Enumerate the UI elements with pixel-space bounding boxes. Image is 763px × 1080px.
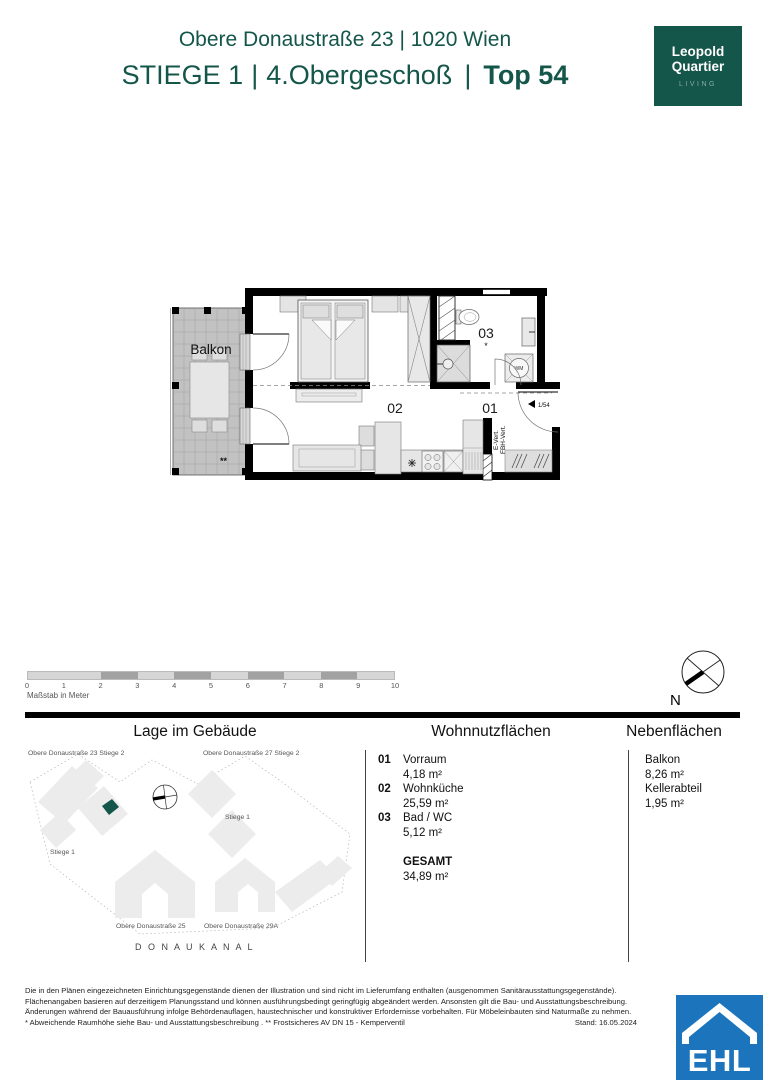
total-label: GESAMT [403, 856, 453, 868]
dresser [296, 389, 362, 402]
separator: | [251, 60, 259, 90]
floorplan-drawing [160, 282, 580, 497]
secondary-areas-title: Nebenflächen [626, 723, 722, 740]
scale-ticks: 0 1 2 3 4 5 6 7 8 9 10 [24, 681, 400, 690]
riser-label-2: FBH-Vert. [500, 425, 507, 454]
stiege-label: STIEGE 1 [121, 60, 244, 90]
disclaimer [25, 986, 637, 1028]
room-name: Wohnküche [403, 783, 464, 795]
riser-label-1: E-Vert. [493, 430, 500, 450]
room-area: 25,59 m² [403, 797, 449, 810]
site-map [20, 742, 360, 970]
total-row [378, 855, 464, 884]
separator: | [464, 60, 472, 90]
stove-icon [422, 451, 443, 472]
column-divider [365, 750, 366, 962]
logo-name-line1: Leopold [671, 44, 725, 59]
room-row [378, 782, 464, 811]
sofa [293, 445, 361, 471]
secondary-row [645, 782, 702, 811]
room-area: 5,12 m² [403, 826, 442, 839]
secondary-name: Kellerabteil [645, 783, 702, 795]
entry-wardrobe [505, 450, 552, 472]
room-row [378, 811, 464, 840]
room-label-02: 02 [387, 400, 403, 416]
balcony-label: Balkon [190, 342, 232, 357]
entry-door-arc [518, 392, 558, 432]
sink-icon [522, 318, 535, 346]
secondary-name: Balkon [645, 754, 681, 766]
washing-machine-icon [505, 354, 533, 382]
room-label-03-star: * [484, 341, 488, 351]
room-name: Bad / WC [403, 812, 453, 824]
living-areas-title: Wohnnutzflächen [431, 723, 551, 740]
room-number: 01 [378, 754, 391, 766]
logo-name-line2: Quartier [671, 59, 725, 74]
disclaimer-line-2: Flächenangaben basieren auf derzeitigem Planungsstand und können ausführungsbedingt geringfügig abgeändert werden. Ansonsten gilt die Bau- und Ausstattungsbeschreibung. [25, 996, 628, 1006]
map-compass-icon [153, 785, 177, 809]
room-area: 4,18 m² [403, 768, 442, 781]
disclaimer-line-1: Die in den Plänen eingezeichneten Einrichtungsgegenstände dienen der Illustration und sind nicht im Lieferumfang enthalten (ausgenommen Sanitärausstattungsgegenstände). [25, 986, 617, 995]
riser-hatched-wall [483, 454, 492, 480]
map-label-building-25: Obere Donaustraße 25 [116, 923, 186, 930]
shaft-hatch [439, 296, 455, 340]
toilet-icon [456, 310, 479, 325]
map-label-stiege1-right: Stiege 1 [225, 814, 250, 821]
secondary-areas-list [645, 753, 702, 811]
room-number: 02 [378, 783, 391, 795]
door-number-label: 1/54 [538, 403, 550, 409]
floor-label: 4.Obergeschoß [266, 60, 453, 90]
map-label-building-29a: Obere Donaustraße 29A [204, 923, 279, 930]
buildings [38, 760, 352, 918]
map-label-canal: D O N A U K A N A L [135, 942, 255, 952]
living-areas-list [378, 753, 464, 884]
section-divider [25, 712, 740, 718]
balcony [171, 307, 250, 475]
logo-tagline: LIVING [679, 81, 717, 88]
total-area: 34,89 m² [403, 870, 449, 883]
location-section-title: Lage im Gebäude [133, 723, 257, 740]
ehl-logo-text: EHL [687, 1043, 752, 1078]
ehl-roof-icon [676, 995, 763, 1047]
bed [280, 296, 426, 382]
room-row [378, 753, 464, 782]
leopold-quartier-logo [654, 26, 742, 106]
entry [493, 392, 558, 472]
document-date: Stand: 16.05.2024 [574, 1017, 637, 1027]
compass-north-label: N [670, 692, 681, 709]
wardrobe-icon [408, 296, 430, 382]
map-label-stiege1-left: Stiege 1 [50, 849, 75, 856]
room-label-03: 03 [478, 325, 494, 341]
room-name: Vorraum [403, 754, 447, 766]
map-label-building-27: Obere Donaustraße 27 Stiege 2 [203, 750, 300, 757]
door-direction-icon [528, 400, 535, 408]
secondary-area: 8,26 m² [645, 768, 684, 781]
map-label-building-23: Obere Donaustraße 23 Stiege 2 [28, 750, 125, 757]
room-label-01: 01 [482, 400, 498, 416]
frost-valve-marker: ** [220, 456, 228, 466]
compass-icon [666, 643, 738, 713]
top-number: Top 54 [483, 60, 569, 90]
fridge-icon [463, 420, 483, 474]
address-line: Obere Donaustraße 23 | 1020 Wien [178, 28, 512, 51]
disclaimer-line-4: * Abweichende Raumhöhe siehe Bau- und Ausstattungsbeschreibung . ** Frostsicheres AV DN 15 - Kemperventil [25, 1017, 405, 1027]
kitchen-sink-icon [444, 451, 463, 472]
kitchen [359, 420, 483, 474]
room-number: 03 [378, 812, 391, 824]
unit-title [0, 60, 690, 91]
scale-caption: Maßstab in Meter [27, 691, 90, 700]
column-divider [628, 750, 629, 962]
ceiling-light-icon [408, 459, 416, 467]
disclaimer-line-3: Änderungen während der Bauausführung infolge Behördenauflagen, haustechnischer und konstruktiver Erfordernisse vorbehalten. Für Möbeleinbauten sind Naturmaße zu nehmen. [25, 1007, 632, 1017]
secondary-row [645, 753, 702, 782]
ehl-logo [676, 995, 763, 1080]
scale-bar [24, 671, 400, 700]
shower-icon [437, 345, 470, 382]
wm-label: WM [514, 366, 524, 372]
secondary-area: 1,95 m² [645, 797, 684, 810]
